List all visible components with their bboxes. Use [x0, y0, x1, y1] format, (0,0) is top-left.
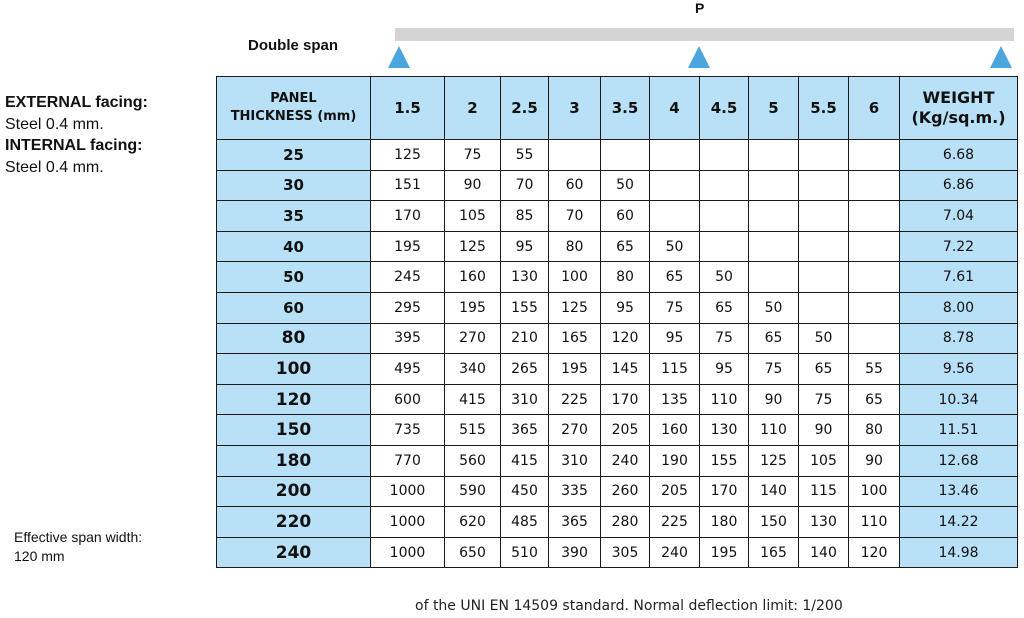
panel-thickness-cell: 60	[217, 292, 371, 323]
load-value-cell: 260	[601, 476, 650, 507]
load-value-cell: 70	[549, 201, 601, 232]
load-label: P	[695, 0, 705, 16]
thickness-header-line1: PANEL	[270, 91, 317, 106]
load-value-cell: 170	[371, 201, 445, 232]
load-value-cell: 265	[501, 354, 549, 385]
span-column-header: 4	[650, 77, 700, 140]
load-value-cell: 90	[849, 445, 900, 476]
load-value-cell: 70	[501, 170, 549, 201]
table-row	[217, 140, 1018, 171]
load-value-cell: 75	[749, 354, 799, 385]
load-value-cell: 310	[549, 445, 601, 476]
load-value-cell: 85	[501, 201, 549, 232]
load-value-cell: 80	[849, 415, 900, 446]
weight-cell: 8.78	[900, 323, 1018, 354]
load-value-cell: 310	[501, 384, 549, 415]
panel-thickness-cell: 40	[217, 231, 371, 262]
load-value-cell	[700, 140, 749, 171]
load-value-cell: 450	[501, 476, 549, 507]
load-value-cell: 165	[749, 537, 799, 568]
load-value-cell: 125	[371, 140, 445, 171]
load-value-cell: 75	[650, 292, 700, 323]
load-value-cell: 240	[650, 537, 700, 568]
load-value-cell: 140	[749, 476, 799, 507]
load-value-cell	[849, 262, 900, 293]
load-value-cell: 50	[601, 170, 650, 201]
weight-cell: 6.86	[900, 170, 1018, 201]
span-column-header: 2	[445, 77, 501, 140]
load-value-cell	[849, 170, 900, 201]
load-value-cell	[849, 292, 900, 323]
load-value-cell: 151	[371, 170, 445, 201]
load-value-cell: 160	[650, 415, 700, 446]
internal-facing-heading: INTERNAL facing:	[5, 137, 143, 154]
effective-span-value: 120 mm	[14, 548, 65, 564]
load-value-cell	[799, 292, 849, 323]
load-value-cell	[799, 262, 849, 293]
load-value-cell: 600	[371, 384, 445, 415]
load-value-cell	[749, 262, 799, 293]
load-value-cell: 95	[601, 292, 650, 323]
load-value-cell: 170	[601, 384, 650, 415]
load-value-cell	[849, 323, 900, 354]
support-triangle-icon	[688, 46, 710, 68]
weight-cell: 8.00	[900, 292, 1018, 323]
load-value-cell: 75	[700, 323, 749, 354]
weight-cell: 11.51	[900, 415, 1018, 446]
load-value-cell	[849, 231, 900, 262]
load-value-cell: 770	[371, 445, 445, 476]
load-value-cell: 60	[601, 201, 650, 232]
load-value-cell	[601, 140, 650, 171]
weight-cell: 12.68	[900, 445, 1018, 476]
load-value-cell: 120	[849, 537, 900, 568]
load-value-cell: 510	[501, 537, 549, 568]
panel-thickness-cell: 240	[217, 537, 371, 568]
load-value-cell: 95	[700, 354, 749, 385]
thickness-column-header	[217, 77, 371, 140]
span-column-header: 4.5	[700, 77, 749, 140]
load-value-cell	[749, 231, 799, 262]
load-value-cell: 1000	[371, 537, 445, 568]
span-column-header: 5.5	[799, 77, 849, 140]
weight-cell: 7.61	[900, 262, 1018, 293]
table-row	[217, 292, 1018, 323]
load-value-cell: 90	[445, 170, 501, 201]
load-value-cell	[700, 170, 749, 201]
load-value-cell: 205	[601, 415, 650, 446]
load-value-cell: 50	[749, 292, 799, 323]
table-header-row	[217, 77, 1018, 140]
load-value-cell: 75	[445, 140, 501, 171]
load-value-cell: 225	[549, 384, 601, 415]
load-value-cell	[749, 170, 799, 201]
footnote: of the UNI EN 14509 standard. Normal deflection limit: 1/200	[415, 598, 843, 614]
panel-thickness-cell: 30	[217, 170, 371, 201]
load-value-cell: 65	[700, 292, 749, 323]
load-value-cell: 165	[549, 323, 601, 354]
table-row	[217, 507, 1018, 538]
load-value-cell	[799, 201, 849, 232]
load-value-cell: 125	[445, 231, 501, 262]
span-column-header: 1.5	[371, 77, 445, 140]
load-value-cell: 210	[501, 323, 549, 354]
load-value-cell: 110	[749, 415, 799, 446]
table-row	[217, 476, 1018, 507]
table-row	[217, 537, 1018, 568]
load-value-cell	[849, 140, 900, 171]
load-value-cell: 105	[799, 445, 849, 476]
panel-thickness-cell: 50	[217, 262, 371, 293]
load-value-cell: 50	[700, 262, 749, 293]
load-value-cell: 305	[601, 537, 650, 568]
load-value-cell: 485	[501, 507, 549, 538]
weight-cell: 14.22	[900, 507, 1018, 538]
load-value-cell: 195	[445, 292, 501, 323]
span-column-header: 3.5	[601, 77, 650, 140]
load-value-cell: 65	[650, 262, 700, 293]
load-value-cell: 240	[601, 445, 650, 476]
load-value-cell: 130	[700, 415, 749, 446]
load-value-cell: 125	[549, 292, 601, 323]
load-value-cell: 245	[371, 262, 445, 293]
load-value-cell: 590	[445, 476, 501, 507]
load-value-cell: 130	[501, 262, 549, 293]
weight-cell: 10.34	[900, 384, 1018, 415]
table-row	[217, 445, 1018, 476]
load-value-cell: 130	[799, 507, 849, 538]
span-type-title: Double span	[248, 37, 339, 54]
load-value-cell: 65	[601, 231, 650, 262]
load-value-cell	[700, 201, 749, 232]
panel-thickness-cell: 100	[217, 354, 371, 385]
beam-diagram	[395, 28, 1014, 41]
load-value-cell: 190	[650, 445, 700, 476]
load-value-cell: 205	[650, 476, 700, 507]
table-row	[217, 262, 1018, 293]
load-value-cell	[650, 201, 700, 232]
load-value-cell: 160	[445, 262, 501, 293]
load-value-cell: 50	[650, 231, 700, 262]
load-value-cell: 415	[501, 445, 549, 476]
load-value-cell: 55	[849, 354, 900, 385]
effective-span-note	[14, 528, 142, 566]
load-value-cell: 50	[799, 323, 849, 354]
load-value-cell: 195	[371, 231, 445, 262]
internal-facing-value: Steel 0.4 mm.	[5, 159, 104, 176]
load-value-cell: 390	[549, 537, 601, 568]
span-column-header: 6	[849, 77, 900, 140]
load-value-cell: 120	[601, 323, 650, 354]
load-value-cell	[799, 140, 849, 171]
load-value-cell: 100	[849, 476, 900, 507]
table-row	[217, 231, 1018, 262]
external-facing-value: Steel 0.4 mm.	[5, 116, 104, 133]
load-value-cell: 180	[700, 507, 749, 538]
load-value-cell: 170	[700, 476, 749, 507]
load-value-cell	[799, 170, 849, 201]
table-row	[217, 201, 1018, 232]
load-value-cell: 195	[700, 537, 749, 568]
load-value-cell: 95	[650, 323, 700, 354]
panel-thickness-cell: 180	[217, 445, 371, 476]
load-value-cell: 155	[501, 292, 549, 323]
support-triangle-icon	[990, 46, 1012, 68]
weight-cell: 6.68	[900, 140, 1018, 171]
load-span-table	[216, 76, 1018, 568]
panel-thickness-cell: 150	[217, 415, 371, 446]
support-triangle-icon	[388, 46, 410, 68]
load-value-cell: 65	[849, 384, 900, 415]
panel-thickness-cell: 25	[217, 140, 371, 171]
load-value-cell	[749, 140, 799, 171]
load-value-cell: 65	[749, 323, 799, 354]
load-value-cell: 365	[501, 415, 549, 446]
load-value-cell: 395	[371, 323, 445, 354]
load-value-cell	[650, 170, 700, 201]
load-value-cell: 650	[445, 537, 501, 568]
weight-cell: 7.22	[900, 231, 1018, 262]
load-value-cell: 620	[445, 507, 501, 538]
load-value-cell: 415	[445, 384, 501, 415]
load-value-cell: 225	[650, 507, 700, 538]
load-value-cell: 150	[749, 507, 799, 538]
load-value-cell: 340	[445, 354, 501, 385]
weight-cell: 9.56	[900, 354, 1018, 385]
load-value-cell: 90	[799, 415, 849, 446]
load-value-cell: 55	[501, 140, 549, 171]
weight-cell: 7.04	[900, 201, 1018, 232]
load-value-cell: 270	[549, 415, 601, 446]
load-value-cell: 60	[549, 170, 601, 201]
load-value-cell	[700, 231, 749, 262]
table-row	[217, 415, 1018, 446]
weight-cell: 13.46	[900, 476, 1018, 507]
load-value-cell: 115	[650, 354, 700, 385]
table-row	[217, 170, 1018, 201]
span-column-header: 5	[749, 77, 799, 140]
load-value-cell: 365	[549, 507, 601, 538]
load-value-cell: 125	[749, 445, 799, 476]
load-value-cell: 1000	[371, 476, 445, 507]
load-value-cell: 65	[799, 354, 849, 385]
panel-thickness-cell: 200	[217, 476, 371, 507]
thickness-header-line2: THICKNESS (mm)	[230, 109, 357, 124]
load-value-cell: 560	[445, 445, 501, 476]
load-value-cell: 75	[799, 384, 849, 415]
load-value-cell	[799, 231, 849, 262]
panel-thickness-cell: 80	[217, 323, 371, 354]
load-value-cell: 105	[445, 201, 501, 232]
load-value-cell: 100	[549, 262, 601, 293]
load-value-cell: 80	[601, 262, 650, 293]
load-value-cell: 155	[700, 445, 749, 476]
load-value-cell	[849, 201, 900, 232]
load-value-cell: 135	[650, 384, 700, 415]
span-column-header: 3	[549, 77, 601, 140]
load-value-cell: 110	[700, 384, 749, 415]
table-row	[217, 354, 1018, 385]
table-row	[217, 323, 1018, 354]
load-value-cell: 335	[549, 476, 601, 507]
weight-column-header	[900, 77, 1018, 140]
weight-header-line2: (Kg/sq.m.)	[911, 108, 1006, 127]
load-value-cell: 1000	[371, 507, 445, 538]
table-row	[217, 384, 1018, 415]
panel-thickness-cell: 35	[217, 201, 371, 232]
load-value-cell: 140	[799, 537, 849, 568]
load-value-cell: 95	[501, 231, 549, 262]
load-value-cell: 90	[749, 384, 799, 415]
load-value-cell: 280	[601, 507, 650, 538]
load-value-cell	[549, 140, 601, 171]
load-value-cell: 110	[849, 507, 900, 538]
span-column-header: 2.5	[501, 77, 549, 140]
load-value-cell: 295	[371, 292, 445, 323]
effective-span-label: Effective span width:	[14, 529, 143, 545]
load-value-cell: 195	[549, 354, 601, 385]
panel-thickness-cell: 220	[217, 507, 371, 538]
load-value-cell: 515	[445, 415, 501, 446]
weight-header-line1: WEIGHT	[922, 88, 995, 107]
load-value-cell: 495	[371, 354, 445, 385]
panel-thickness-cell: 120	[217, 384, 371, 415]
load-value-cell: 145	[601, 354, 650, 385]
load-value-cell: 735	[371, 415, 445, 446]
weight-cell: 14.98	[900, 537, 1018, 568]
load-value-cell: 115	[799, 476, 849, 507]
load-value-cell	[749, 201, 799, 232]
load-value-cell	[650, 140, 700, 171]
load-value-cell: 270	[445, 323, 501, 354]
external-facing-heading: EXTERNAL facing:	[5, 94, 148, 111]
load-value-cell: 80	[549, 231, 601, 262]
table-body	[217, 140, 1018, 568]
